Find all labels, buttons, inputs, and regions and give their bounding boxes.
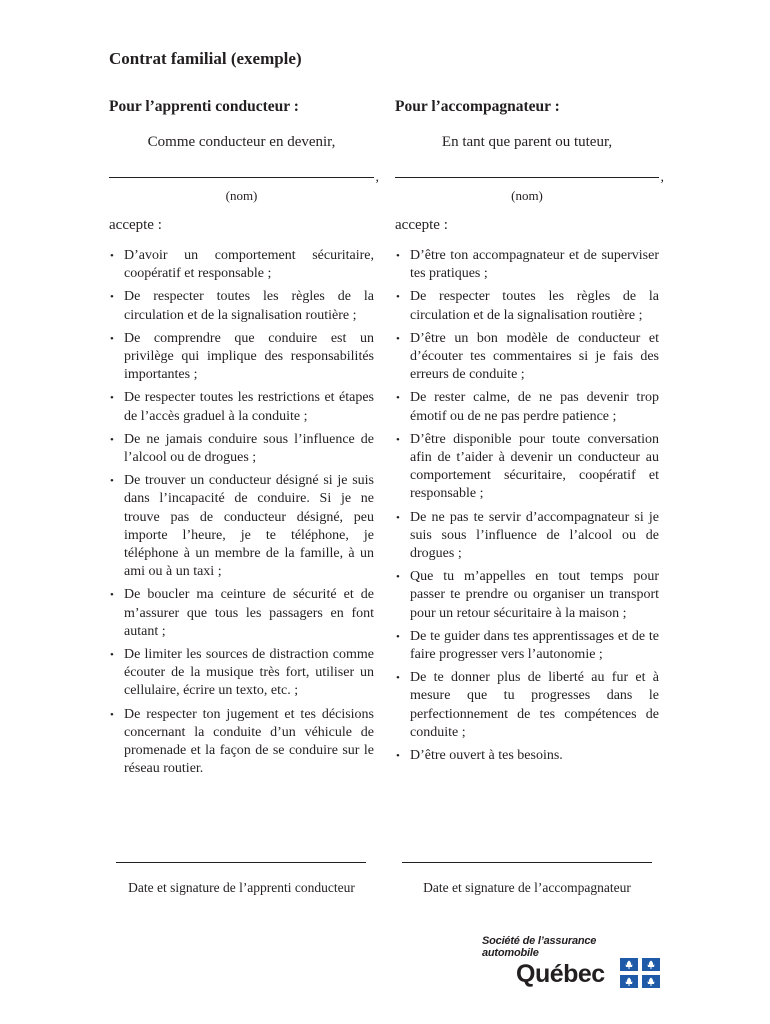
commitment-text: De respecter toutes les règles de la circulation et de la signalisation routière ; [124, 289, 374, 323]
companion-commitment-item [395, 628, 659, 664]
commitment-text: De comprendre que conduire est un privilège qui implique des responsabilités importantes ; [124, 330, 374, 383]
apprentice-commitment-item [109, 247, 374, 283]
apprentice-commitment-item [109, 389, 374, 425]
bullet-icon: • [110, 433, 114, 446]
bullet-icon: • [110, 250, 114, 262]
apprentice-commitment-item [109, 472, 374, 581]
apprentice-column [109, 96, 379, 777]
bullet-icon: • [396, 433, 400, 446]
companion-name-comma: , [660, 170, 664, 185]
apprentice-intro: Comme conducteur en devenir, [147, 134, 336, 150]
commitment-text: De te guider dans tes apprentissages et de te faire progresser vers l’autonomie ; [410, 628, 659, 663]
apprentice-commitment-item [109, 646, 374, 701]
page-title: Contrat familial (exemple) [109, 49, 302, 68]
apprentice-signature-line[interactable] [116, 862, 366, 863]
bullet-icon: • [396, 511, 400, 524]
apprentice-name-comma: , [375, 170, 379, 185]
bullet-icon: • [396, 750, 400, 763]
apprentice-name-label: (nom) [225, 188, 258, 203]
apprentice-commitments-list [109, 247, 374, 783]
commitment-text: De ne pas te servir d’accompagnateur si je suis sous l’influence de l’alcool ou de drogues ; [410, 509, 659, 562]
bullet-icon: • [396, 630, 400, 643]
apprentice-name-line[interactable] [109, 167, 374, 178]
companion-commitment-item [395, 747, 659, 765]
commitment-text: D’avoir un comportement sécuritaire, coopératif et responsable ; [124, 248, 374, 282]
companion-signature-label: Date et signature de l’accompagnateur [423, 880, 631, 895]
logo-quebec-wordmark: Québec [516, 960, 605, 988]
companion-signature-line[interactable] [402, 862, 652, 863]
commitment-text: De trouver un conducteur désigné si je suis dans l’incapacité de conduire. Si je ne trouve pas de conducteur désigné, peu importe l’heure, je te téléphone, je téléphone à un membre de la famille, à un ami ou à un taxi ; [124, 473, 374, 580]
bullet-icon: • [396, 291, 400, 304]
companion-commitments-list [395, 247, 659, 770]
bullet-icon: • [110, 649, 114, 662]
commitment-text: De respecter ton jugement et tes décisions concernant la conduite d’un véhicule de promenade et la façon de se conduire sur le réseau routier. [124, 706, 374, 777]
bullet-icon: • [110, 332, 114, 345]
commitment-text: D’être un bon modèle de conducteur et d’écouter tes commentaires si je fais des erreurs de conduite ; [410, 330, 659, 383]
bullet-icon: • [396, 392, 400, 405]
quebec-flag-icon [620, 958, 660, 988]
companion-commitment-item [395, 568, 659, 623]
companion-commitment-item [395, 288, 659, 324]
companion-commitment-item [395, 330, 659, 385]
apprentice-accepte-label: accepte : [109, 217, 162, 233]
logo-line-2: automobile [482, 947, 539, 959]
apprentice-commitment-item [109, 706, 374, 779]
commitment-text: De respecter toutes les règles de la circulation et de la signalisation routière ; [410, 289, 659, 323]
bullet-icon: • [110, 589, 114, 602]
apprentice-heading: Pour l’apprenti conducteur : [109, 98, 299, 115]
apprentice-commitment-item [109, 330, 374, 385]
bullet-icon: • [396, 571, 400, 584]
companion-name-line[interactable] [395, 167, 659, 178]
commitment-text: De limiter les sources de distraction comme écouter de la musique très fort, utiliser un cellulaire, écrire un texto, etc. ; [124, 647, 374, 699]
companion-column [395, 96, 664, 764]
bullet-icon: • [110, 392, 114, 405]
commitment-text: De te donner plus de liberté au fur et à mesure que tu progresses dans le perfectionnement de tes compétences de conduite ; [410, 670, 659, 740]
companion-commitment-item [395, 431, 659, 504]
apprentice-commitment-item [109, 288, 374, 324]
companion-name-label: (nom) [511, 188, 543, 203]
bullet-icon: • [110, 708, 114, 721]
bullet-icon: • [396, 672, 400, 685]
companion-commitment-item [395, 669, 659, 742]
companion-commitment-item [395, 247, 659, 283]
companion-heading: Pour l’accompagnateur : [395, 98, 560, 115]
commitment-text: Que tu m’appelles en tout temps pour passer te prendre ou organiser un transport pour un retour sécuritaire à la maison ; [410, 569, 659, 621]
bullet-icon: • [396, 332, 400, 345]
companion-commitment-item [395, 389, 659, 425]
apprentice-commitment-item [109, 431, 374, 467]
commitment-text: D’être disponible pour toute conversation afin de t’aider à devenir un conducteur au comportement sécuritaire, coopératif et responsable ; [410, 431, 659, 502]
bullet-icon: • [110, 291, 114, 304]
companion-commitment-item [395, 509, 659, 564]
companion-intro: En tant que parent ou tuteur, [441, 134, 613, 150]
apprentice-signature-label: Date et signature de l’apprenti conducteur [128, 880, 355, 895]
commitment-text: D’être ton accompagnateur et de superviser tes pratiques ; [410, 248, 659, 282]
commitment-text: D’être ouvert à tes besoins. [410, 748, 563, 764]
bullet-icon: • [396, 250, 400, 262]
saaq-logo [482, 935, 662, 991]
companion-accepte-label: accepte : [395, 217, 448, 233]
bullet-icon: • [110, 475, 114, 488]
commitment-text: De ne jamais conduire sous l’influence de l’alcool ou de drogues ; [124, 431, 374, 466]
apprentice-commitment-item [109, 586, 374, 641]
commitment-text: De respecter toutes les restrictions et étapes de l’accès graduel à la conduite ; [124, 390, 374, 424]
commitment-text: De boucler ma ceinture de sécurité et de m’assurer que tous les passagers en font autant ; [124, 587, 374, 639]
logo-line-1: Société de l’assurance [482, 935, 597, 947]
commitment-text: De rester calme, de ne pas devenir trop émotif ou de ne pas perdre patience ; [410, 390, 659, 424]
